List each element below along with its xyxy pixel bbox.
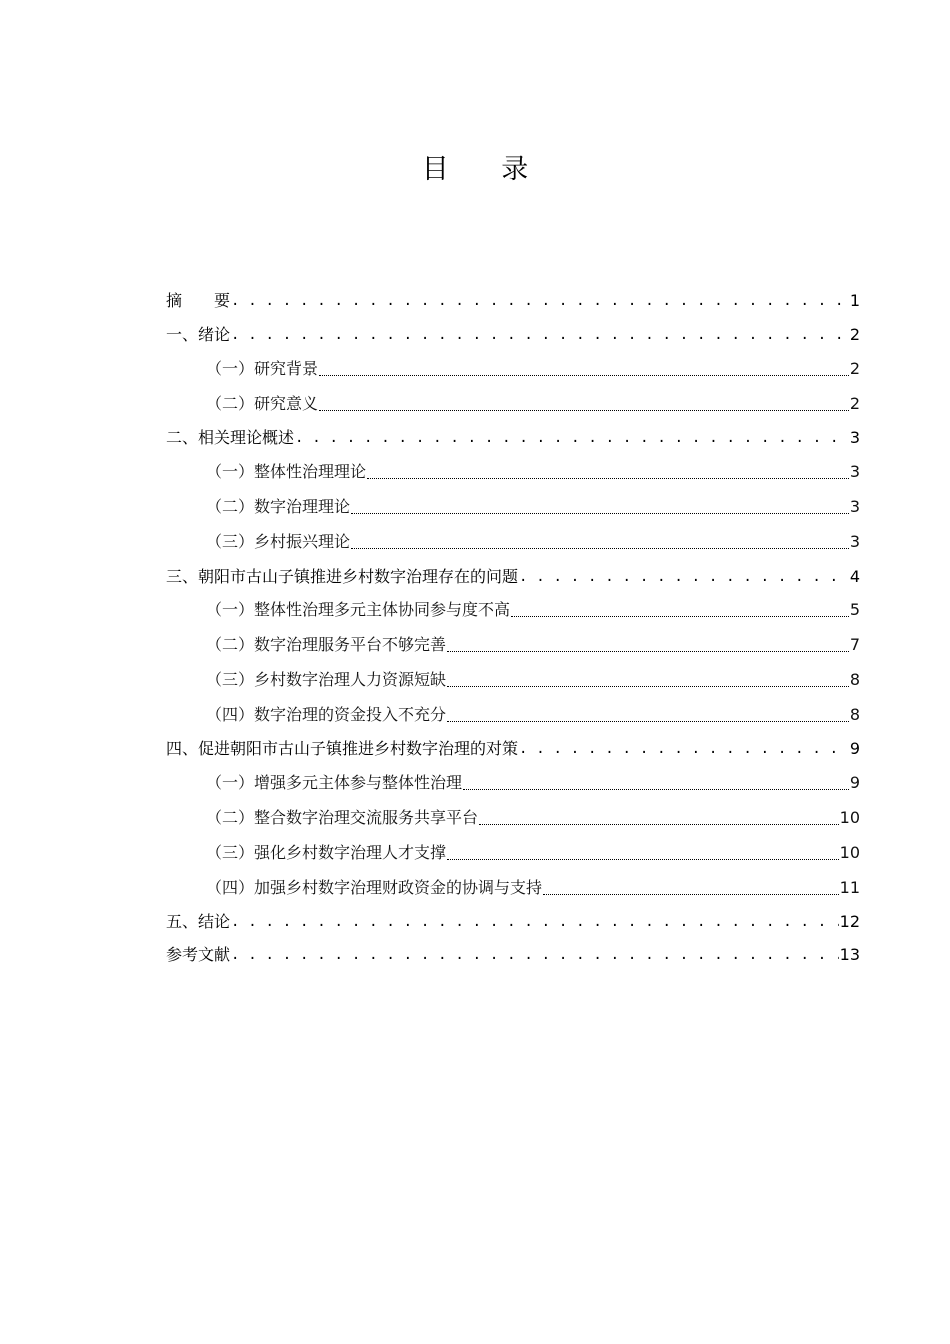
toc-entry[interactable] bbox=[206, 834, 860, 864]
toc-leader-dots bbox=[447, 646, 849, 652]
toc-leader-dots bbox=[463, 784, 849, 790]
toc-leader-dots bbox=[231, 290, 849, 312]
toc-leader-dots bbox=[351, 508, 849, 514]
toc-entry-label: （四）加强乡村数字治理财政资金的协调与支持 bbox=[206, 878, 543, 897]
toc-leader-dots bbox=[231, 944, 839, 966]
toc-leader-dots bbox=[543, 889, 839, 895]
page-title: 目 录 bbox=[421, 154, 551, 185]
toc-entry[interactable] bbox=[206, 453, 860, 483]
toc-entry-page: 8 bbox=[849, 670, 860, 689]
toc-entry-page: 9 bbox=[849, 739, 860, 758]
toc-entry-label: 一、绪论 bbox=[166, 325, 231, 344]
toc-leader-dots bbox=[447, 854, 839, 860]
toc-leader-dots bbox=[351, 543, 849, 549]
toc-leader-dots bbox=[519, 738, 849, 760]
toc-entry[interactable] bbox=[166, 419, 860, 449]
toc-entry[interactable] bbox=[166, 558, 860, 588]
toc-entry-label: （一）整体性治理理论 bbox=[206, 462, 367, 481]
toc-entry[interactable] bbox=[206, 488, 860, 518]
toc-entry-label: （二）数字治理服务平台不够完善 bbox=[206, 635, 447, 654]
toc-entry[interactable] bbox=[206, 869, 860, 899]
toc-leader-dots bbox=[231, 911, 839, 933]
toc-leader-dots bbox=[447, 681, 849, 687]
toc-entry-page: 3 bbox=[849, 497, 860, 516]
toc-leader-dots bbox=[447, 716, 849, 722]
toc-leader-dots bbox=[519, 566, 849, 588]
toc-entry-page: 11 bbox=[839, 878, 860, 897]
toc-leader-dots bbox=[319, 405, 849, 411]
toc-entry[interactable] bbox=[166, 316, 860, 346]
toc-entry-page: 4 bbox=[849, 567, 860, 586]
toc-entry-label: （三）强化乡村数字治理人才支撑 bbox=[206, 843, 447, 862]
toc-leader-dots bbox=[511, 611, 849, 617]
toc-entry-label: （三）乡村振兴理论 bbox=[206, 532, 351, 551]
toc-entry-page: 10 bbox=[839, 808, 860, 827]
toc-entry[interactable] bbox=[206, 799, 860, 829]
toc-leader-dots bbox=[295, 427, 849, 449]
toc-entry-page: 8 bbox=[849, 705, 860, 724]
toc-entry-label: 摘 要 bbox=[166, 291, 231, 310]
toc-entry-page: 2 bbox=[849, 325, 860, 344]
toc-entry[interactable] bbox=[166, 282, 860, 312]
toc-entry[interactable] bbox=[206, 696, 860, 726]
toc-entry[interactable] bbox=[206, 350, 860, 380]
toc-entry-page: 2 bbox=[849, 394, 860, 413]
toc-entry-label: 三、朝阳市古山子镇推进乡村数字治理存在的问题 bbox=[166, 567, 519, 586]
toc-entry-page: 3 bbox=[849, 532, 860, 551]
toc-leader-dots bbox=[367, 473, 849, 479]
toc-entry-page: 10 bbox=[839, 843, 860, 862]
toc-entry-label: （三）乡村数字治理人力资源短缺 bbox=[206, 670, 447, 689]
toc-entry-label: 五、结论 bbox=[166, 912, 231, 931]
toc-entry-label: 参考文献 bbox=[166, 945, 231, 964]
toc-entry[interactable] bbox=[206, 626, 860, 656]
toc-entry-page: 3 bbox=[849, 428, 860, 447]
toc-entry-page: 5 bbox=[849, 600, 860, 619]
toc-entry-page: 3 bbox=[849, 462, 860, 481]
toc-entry-page: 2 bbox=[849, 359, 860, 378]
toc-leader-dots bbox=[231, 324, 849, 346]
toc-entry[interactable] bbox=[206, 661, 860, 691]
toc-entry-page: 7 bbox=[849, 635, 860, 654]
toc-entry-label: （二）数字治理理论 bbox=[206, 497, 351, 516]
toc-entry-label: （二）整合数字治理交流服务共享平台 bbox=[206, 808, 479, 827]
toc-entry[interactable] bbox=[206, 385, 860, 415]
toc-entry-label: （四）数字治理的资金投入不充分 bbox=[206, 705, 447, 724]
toc-entry[interactable] bbox=[206, 764, 860, 794]
toc-entry-page: 1 bbox=[849, 291, 860, 310]
toc-entry-label: （二）研究意义 bbox=[206, 394, 319, 413]
toc-leader-dots bbox=[319, 370, 849, 376]
toc-entry-label: 二、相关理论概述 bbox=[166, 428, 295, 447]
toc-entry-page: 12 bbox=[839, 912, 860, 931]
toc-entry[interactable] bbox=[166, 730, 860, 760]
toc-entry-label: （一）研究背景 bbox=[206, 359, 319, 378]
toc-entry[interactable] bbox=[166, 936, 860, 966]
toc-entry-page: 9 bbox=[849, 773, 860, 792]
toc-entry-page: 13 bbox=[839, 945, 860, 964]
toc-entry-label: （一）增强多元主体参与整体性治理 bbox=[206, 773, 463, 792]
toc-entry[interactable] bbox=[206, 591, 860, 621]
toc-entry-label: 四、促进朝阳市古山子镇推进乡村数字治理的对策 bbox=[166, 739, 519, 758]
toc-entry[interactable] bbox=[206, 523, 860, 553]
toc-entry[interactable] bbox=[166, 903, 860, 933]
toc-entry-label: （一）整体性治理多元主体协同参与度不高 bbox=[206, 600, 511, 619]
toc-leader-dots bbox=[479, 819, 839, 825]
